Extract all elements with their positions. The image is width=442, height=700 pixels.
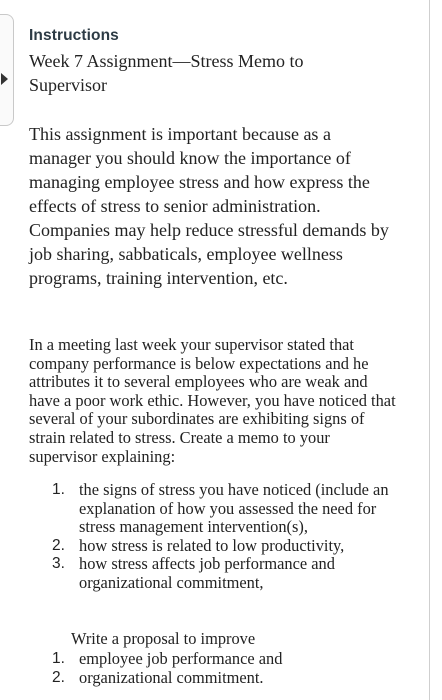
list-number: 2. — [52, 536, 65, 554]
list-item-text: how stress is related to low productivity, — [79, 535, 345, 555]
list-item-text: organizational commitment. — [79, 667, 264, 687]
list-number: 1. — [52, 481, 65, 498]
proposal-intro: Write a proposal to improve — [71, 629, 256, 648]
memo-requirements-list — [52, 481, 392, 593]
proposal-list — [52, 650, 392, 687]
list-number: 2. — [52, 668, 65, 686]
list-item-text: the signs of stress you have noticed (include an explanation of how you assessed the need for stress management intervention(s), — [79, 480, 389, 537]
list-item — [52, 650, 392, 669]
instructions-heading: Instructions — [29, 27, 119, 44]
assignment-title: Week 7 Assignment—Stress Memo to Supervisor — [29, 51, 304, 95]
list-number: 1. — [52, 650, 65, 667]
list-item — [52, 555, 392, 592]
expand-sidebar-handle[interactable] — [0, 14, 14, 126]
list-item — [52, 537, 392, 556]
intro-paragraph: This assignment is important because as a manager you should know the importance of managing employee stress and how express the effects of stress to senior administration. Companies may help reduce stressful demands by job sharing, sabbaticals, employee wellness programs, training intervention, etc. — [29, 124, 389, 288]
list-item — [52, 669, 392, 688]
list-number: 3. — [52, 555, 65, 573]
list-item-text: how stress affects job performance and organizational commitment, — [79, 554, 335, 592]
list-item — [52, 481, 392, 537]
scenario-paragraph: In a meeting last week your supervisor stated that company performance is below expectations and he attributes it to several employees who are weak and have a poor work ethic. However, you have noticed that several of your subordinates are exhibiting signs of strain related to stress. Create a memo to your supervisor explaining: — [29, 335, 396, 466]
triangle-right-icon[interactable] — [1, 73, 8, 85]
list-item-text: employee job performance and — [79, 649, 283, 668]
